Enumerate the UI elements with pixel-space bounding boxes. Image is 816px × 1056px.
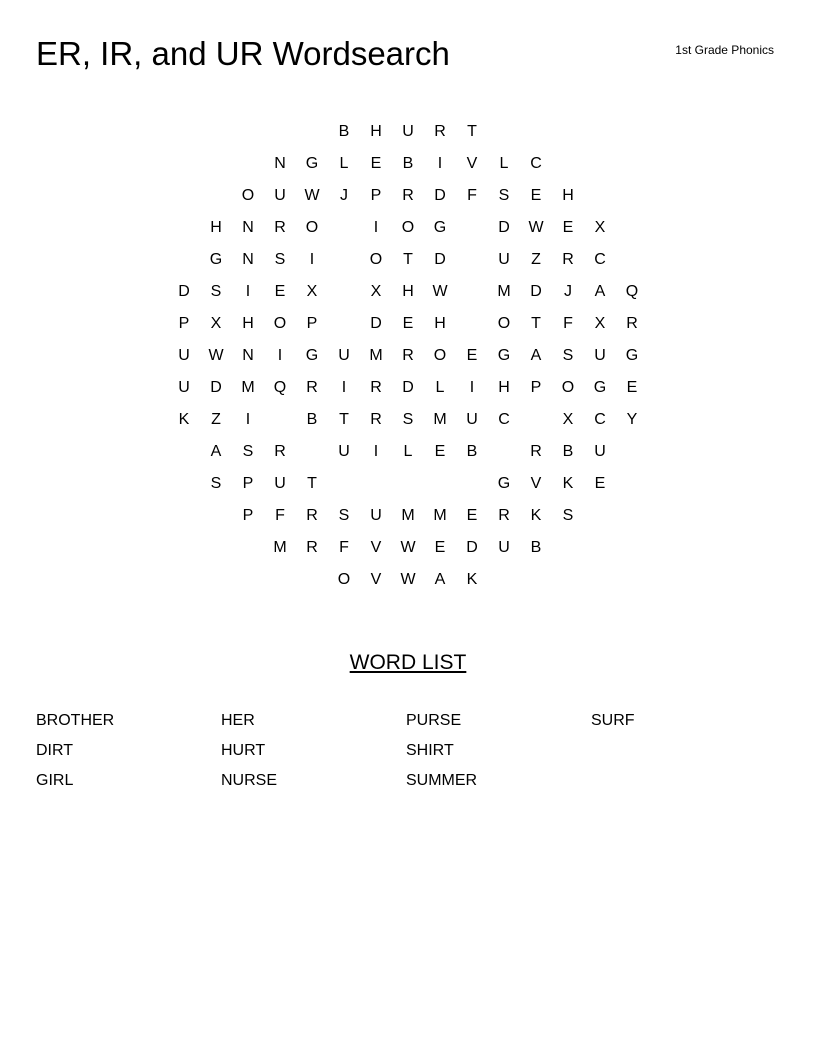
- grid-cell: U: [498, 251, 510, 268]
- grid-cell: [616, 532, 648, 564]
- grid-cell: [520, 564, 552, 596]
- word-list-item: DIRT: [36, 742, 74, 759]
- grid-cell: P: [178, 315, 190, 332]
- grid-cell: [584, 180, 616, 212]
- grid-cell: [616, 116, 648, 148]
- grid-cell: [584, 532, 616, 564]
- grid-cell: W: [400, 571, 416, 588]
- grid-cell: [296, 436, 328, 468]
- grid-cell: E: [402, 315, 414, 332]
- grid-cell: B: [562, 443, 574, 460]
- grid-cell: [616, 180, 648, 212]
- word-list-row: [36, 768, 776, 798]
- grid-cell: [200, 148, 232, 180]
- grid-cell: T: [307, 475, 317, 492]
- grid-cell: R: [370, 379, 382, 396]
- grid-cell: [392, 468, 424, 500]
- grid-row: [168, 276, 648, 308]
- grid-cell: J: [340, 187, 348, 204]
- grid-cell: N: [242, 347, 254, 364]
- grid-cell: D: [178, 283, 190, 300]
- grid-cell: T: [531, 315, 541, 332]
- grid-cell: R: [626, 315, 638, 332]
- grid-cell: U: [178, 379, 190, 396]
- grid-cell: H: [370, 123, 382, 140]
- grid-cell: W: [400, 539, 416, 556]
- grid-cell: [360, 468, 392, 500]
- grid-cell: [552, 148, 584, 180]
- grid-cell: X: [210, 315, 222, 332]
- grid-cell: S: [338, 507, 350, 524]
- grid-cell: U: [178, 347, 190, 364]
- grid-cell: [456, 468, 488, 500]
- grid-row: [168, 532, 648, 564]
- grid-cell: O: [305, 219, 319, 236]
- grid-cell: R: [306, 507, 318, 524]
- grid-cell: P: [242, 475, 254, 492]
- grid-cell: [328, 244, 360, 276]
- grid-cell: [616, 212, 648, 244]
- grid-cell: [168, 468, 200, 500]
- grid-cell: S: [242, 443, 254, 460]
- grid-cell: [200, 500, 232, 532]
- grid-cell: [168, 500, 200, 532]
- grid-cell: G: [305, 347, 319, 364]
- grid-cell: S: [562, 507, 574, 524]
- grid-cell: [456, 308, 488, 340]
- grid-cell: [616, 468, 648, 500]
- grid-cell: X: [594, 219, 606, 236]
- grid-cell: F: [275, 507, 285, 524]
- grid-cell: K: [466, 571, 478, 588]
- grid-cell: U: [498, 539, 510, 556]
- grid-cell: [616, 564, 648, 596]
- grid-cell: R: [530, 443, 542, 460]
- grid-cell: E: [434, 443, 446, 460]
- grid-cell: R: [274, 219, 286, 236]
- word-list-item: SURF: [591, 712, 635, 729]
- grid-cell: A: [210, 443, 222, 460]
- grid-cell: [488, 436, 520, 468]
- grid-cell: D: [498, 219, 510, 236]
- grid-cell: G: [625, 347, 639, 364]
- grid-cell: [552, 116, 584, 148]
- grid-cell: V: [466, 155, 478, 172]
- word-list-heading-text: WORD LIST: [349, 651, 467, 674]
- grid-cell: [456, 244, 488, 276]
- grid-row: [168, 404, 648, 436]
- grid-cell: O: [273, 315, 287, 332]
- grid-cell: [328, 276, 360, 308]
- grid-cell: D: [210, 379, 222, 396]
- grid-cell: F: [563, 315, 573, 332]
- grid-cell: P: [306, 315, 318, 332]
- grid-cell: D: [434, 251, 446, 268]
- grid-cell: G: [433, 219, 447, 236]
- grid-cell: [520, 404, 552, 436]
- grid-cell: U: [274, 475, 286, 492]
- grid-cell: D: [466, 539, 478, 556]
- grid-cell: H: [210, 219, 222, 236]
- grid-cell: I: [341, 379, 347, 396]
- word-list-item: NURSE: [221, 772, 278, 789]
- grid-cell: D: [434, 187, 446, 204]
- grid-cell: U: [594, 347, 606, 364]
- grid-cell: S: [498, 187, 510, 204]
- grid-cell: [328, 468, 360, 500]
- word-list-item: [591, 768, 776, 798]
- grid-cell: [168, 564, 200, 596]
- grid-cell: [168, 532, 200, 564]
- grid-cell: [264, 564, 296, 596]
- grid-row: [168, 500, 648, 532]
- grid-cell: [200, 180, 232, 212]
- grid-cell: R: [274, 443, 286, 460]
- grid-cell: L: [403, 443, 413, 460]
- grid-cell: E: [370, 155, 382, 172]
- grid-cell: P: [370, 187, 382, 204]
- grid-cell: [200, 564, 232, 596]
- grid-cell: I: [245, 283, 251, 300]
- grid-cell: E: [466, 507, 478, 524]
- grid-cell: A: [594, 283, 606, 300]
- grid-cell: [456, 212, 488, 244]
- grid-cell: M: [433, 507, 447, 524]
- grid-cell: G: [209, 251, 223, 268]
- grid-cell: A: [530, 347, 542, 364]
- grid-cell: S: [562, 347, 574, 364]
- grid-cell: M: [433, 411, 447, 428]
- grid-cell: [296, 564, 328, 596]
- grid-cell: [168, 244, 200, 276]
- grid-cell: G: [497, 475, 511, 492]
- grid-cell: U: [402, 123, 414, 140]
- grid-cell: C: [594, 411, 606, 428]
- grid-cell: H: [402, 283, 414, 300]
- grid-cell: [488, 116, 520, 148]
- grid-cell: [584, 116, 616, 148]
- grid-row: [168, 436, 648, 468]
- grid-cell: I: [469, 379, 475, 396]
- grid-cell: B: [530, 539, 542, 556]
- grid-cell: B: [306, 411, 318, 428]
- grid-cell: O: [401, 219, 415, 236]
- grid-cell: R: [370, 411, 382, 428]
- grid-cell: M: [497, 283, 511, 300]
- grid-cell: C: [530, 155, 542, 172]
- grid-cell: X: [370, 283, 382, 300]
- grid-cell: [200, 116, 232, 148]
- grid-cell: O: [369, 251, 383, 268]
- grid-cell: T: [403, 251, 413, 268]
- word-list-item: SUMMER: [406, 772, 478, 789]
- grid-cell: [584, 564, 616, 596]
- grid-cell: H: [242, 315, 254, 332]
- word-list-item: HURT: [221, 742, 266, 759]
- grid-cell: K: [530, 507, 542, 524]
- grid-row: [168, 308, 648, 340]
- grid-cell: R: [402, 187, 414, 204]
- grid-cell: [552, 564, 584, 596]
- grid-row: [168, 148, 648, 180]
- grid-cell: L: [339, 155, 349, 172]
- grid-cell: Q: [625, 283, 639, 300]
- grid-cell: X: [306, 283, 318, 300]
- grid-cell: H: [498, 379, 510, 396]
- grid-cell: I: [245, 411, 251, 428]
- grid-cell: [232, 148, 264, 180]
- grid-cell: I: [309, 251, 315, 268]
- grid-cell: D: [402, 379, 414, 396]
- grid-cell: L: [435, 379, 445, 396]
- grid-cell: H: [434, 315, 446, 332]
- grid-cell: E: [594, 475, 606, 492]
- grid-cell: L: [499, 155, 509, 172]
- page-title: ER, IR, and UR Wordsearch: [36, 35, 450, 72]
- grid-cell: [552, 532, 584, 564]
- grid-cell: G: [305, 155, 319, 172]
- grid-cell: [168, 180, 200, 212]
- grid-cell: R: [434, 123, 446, 140]
- grid-cell: V: [530, 475, 542, 492]
- word-list-item: BROTHER: [36, 712, 115, 729]
- word-list-row: [36, 738, 776, 768]
- grid-cell: C: [498, 411, 510, 428]
- grid-cell: E: [626, 379, 638, 396]
- grid-cell: [200, 532, 232, 564]
- grid-cell: D: [530, 283, 542, 300]
- grid-row: [168, 372, 648, 404]
- grid-cell: U: [274, 187, 286, 204]
- grid-cell: [616, 500, 648, 532]
- grid-cell: M: [369, 347, 383, 364]
- grid-cell: P: [530, 379, 542, 396]
- grid-cell: [232, 564, 264, 596]
- grid-cell: Z: [531, 251, 541, 268]
- grid-cell: U: [338, 347, 350, 364]
- grid-cell: W: [432, 283, 448, 300]
- grid-cell: U: [338, 443, 350, 460]
- grid-cell: R: [562, 251, 574, 268]
- grid-cell: [520, 116, 552, 148]
- grid-cell: I: [437, 155, 443, 172]
- grid-cell: I: [277, 347, 283, 364]
- grid-cell: [264, 116, 296, 148]
- grid-cell: S: [210, 283, 222, 300]
- grid-cell: X: [594, 315, 606, 332]
- grid-cell: B: [402, 155, 414, 172]
- grid-cell: [616, 436, 648, 468]
- grid-cell: R: [402, 347, 414, 364]
- grid-cell: A: [434, 571, 446, 588]
- grid-cell: O: [241, 187, 255, 204]
- word-list: [36, 708, 776, 798]
- grid-cell: [328, 212, 360, 244]
- grid-cell: K: [562, 475, 574, 492]
- grid-cell: S: [210, 475, 222, 492]
- grid-cell: O: [433, 347, 447, 364]
- grid-cell: K: [178, 411, 190, 428]
- grid-cell: I: [373, 443, 379, 460]
- grid-cell: F: [339, 539, 349, 556]
- grid-cell: U: [370, 507, 382, 524]
- grid-cell: J: [564, 283, 572, 300]
- grid-cell: E: [274, 283, 286, 300]
- grid-row: [168, 468, 648, 500]
- grid-cell: [168, 212, 200, 244]
- grid-row: [168, 244, 648, 276]
- grid-cell: U: [594, 443, 606, 460]
- grid-cell: [232, 532, 264, 564]
- grid-cell: [168, 148, 200, 180]
- grid-cell: Z: [211, 411, 221, 428]
- word-list-item: PURSE: [406, 712, 462, 729]
- grid-cell: V: [370, 539, 382, 556]
- grid-cell: X: [562, 411, 574, 428]
- grid-cell: O: [337, 571, 351, 588]
- word-list-row: [36, 708, 776, 738]
- grid-row: [168, 212, 648, 244]
- grid-cell: V: [370, 571, 382, 588]
- grid-cell: E: [466, 347, 478, 364]
- grid-cell: Y: [626, 411, 638, 428]
- grid-cell: I: [373, 219, 379, 236]
- grid-cell: N: [242, 219, 254, 236]
- grid-cell: [168, 116, 200, 148]
- grid-cell: [264, 404, 296, 436]
- grid-cell: B: [338, 123, 350, 140]
- letter-grid: [168, 116, 648, 596]
- grid-cell: E: [530, 187, 542, 204]
- grid-cell: S: [402, 411, 414, 428]
- grid-cell: W: [528, 219, 544, 236]
- grid-cell: [456, 276, 488, 308]
- grid-row: [168, 340, 648, 372]
- grid-cell: G: [497, 347, 511, 364]
- grid-cell: D: [370, 315, 382, 332]
- grid-cell: B: [466, 443, 478, 460]
- grid-cell: W: [304, 187, 320, 204]
- grid-cell: [296, 116, 328, 148]
- grid-cell: E: [434, 539, 446, 556]
- grid-cell: [584, 148, 616, 180]
- grid-cell: R: [306, 379, 318, 396]
- grid-cell: W: [208, 347, 224, 364]
- grid-cell: F: [467, 187, 477, 204]
- grid-cell: [168, 436, 200, 468]
- grid-cell: N: [274, 155, 286, 172]
- grid-cell: C: [594, 251, 606, 268]
- grid-cell: O: [497, 315, 511, 332]
- grid-cell: O: [561, 379, 575, 396]
- grid-cell: R: [498, 507, 510, 524]
- grid-cell: U: [466, 411, 478, 428]
- word-list-item: SHIRT: [406, 742, 454, 759]
- word-list-heading: [0, 649, 816, 677]
- grid-cell: M: [273, 539, 287, 556]
- grid-cell: [424, 468, 456, 500]
- word-list-item: GIRL: [36, 772, 74, 789]
- grid-cell: T: [467, 123, 477, 140]
- grid-cell: G: [593, 379, 607, 396]
- grid-cell: M: [401, 507, 415, 524]
- grid-cell: [616, 244, 648, 276]
- word-list-item: [591, 738, 776, 768]
- grid-cell: Q: [273, 379, 287, 396]
- grid-row: [168, 116, 648, 148]
- grid-cell: R: [306, 539, 318, 556]
- grid-row: [168, 180, 648, 212]
- grid-cell: N: [242, 251, 254, 268]
- grid-cell: P: [242, 507, 254, 524]
- page-subtitle: 1st Grade Phonics: [675, 43, 774, 57]
- grid-cell: [488, 564, 520, 596]
- grid-cell: [584, 500, 616, 532]
- grid-cell: [232, 116, 264, 148]
- grid-cell: [328, 308, 360, 340]
- grid-cell: H: [562, 187, 574, 204]
- grid-cell: E: [562, 219, 574, 236]
- grid-row: [168, 564, 648, 596]
- word-list-item: HER: [221, 712, 255, 729]
- grid-cell: T: [339, 411, 349, 428]
- grid-cell: [616, 148, 648, 180]
- grid-cell: S: [274, 251, 286, 268]
- grid-cell: M: [241, 379, 255, 396]
